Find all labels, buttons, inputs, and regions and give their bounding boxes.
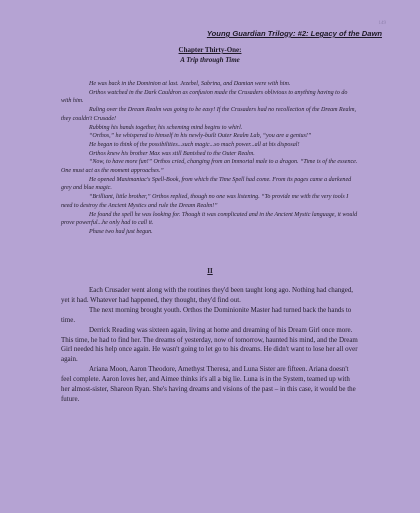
body-text (61, 286, 359, 405)
prologue-paragraph: He was back in the Dominion at last. Jezebel, Sabrina, and Damian were with him. (89, 81, 291, 87)
body-paragraph: Ariana Moon, Aaron Theodore, Amethyst Theresa, and Luna Sister are fifteen. Ariana doesn't feel complete. Aaron loves her, and Aimee thinks it's all a big lie. Luna is in the System, teamed up with her almost-sister, Shareon Ryan. She's having dreams and visions of the past – in this case, it would be the future. (61, 365, 356, 403)
section-heading: II (207, 267, 213, 275)
body-paragraph: Each Crusader went along with the routines they'd been taught long ago. Nothing had changed, yet it had. Whatever had happened, they thought, they'd find out. (61, 286, 354, 304)
running-head: Young Guardian Trilogy: #2: Legacy of the Dawn (206, 29, 382, 38)
body-paragraph: Derrick Reading was sixteen again, living at home and dreaming of his Dream Girl once more. This time, he had to find her. The dreams of yesterday, now of tomorrow, haunted his mind, and the Dream Girl needed his help once again. He wasn't going to let go to his dreams. He didn't want to lose her all over again. (61, 325, 358, 364)
prologue-paragraph: He opened Maximaniac's Spell-Book, from which the Time Spell had come. From its pages came a darkened grey and blue magic. (61, 176, 352, 192)
body-paragraph: The next morning brought youth. Orthos the Dominionite Master had turned back the hands to time. (61, 305, 352, 324)
chapter-title: Chapter Thirty-One: (178, 46, 242, 54)
prologue-paragraph: He found the spell he was looking for. Though it was complicated and in the Ancient Mystic language, it would prove powerful...he only had to call it. (61, 211, 358, 227)
page-number: 149 (378, 21, 386, 26)
prologue-paragraph: He began to think of the possibilities...such magic...so much power...all at his disposal! (89, 141, 300, 148)
italic-prologue (61, 80, 359, 237)
prologue-paragraph: Orthos watched in the Dark Cauldron as confusion made the Crusaders oblivious to anything having to do with him. (61, 89, 348, 105)
prologue-paragraph: “Now, to have more fun!” Orthos cried, changing from an Immortal male to a dragon. “Time is of the essence. One must act as the moment approaches.” (61, 159, 358, 175)
chapter-subtitle: A Trip through Time (180, 56, 240, 64)
prologue-paragraph: Phase two had just begun. (89, 228, 153, 235)
prologue-paragraph: Orthos knew his brother Max was still Banished to the Outer Realm. (89, 150, 255, 157)
prologue-paragraph: “Orthos,” he whispered to himself in his newly-built Outer Realm Lab, “you are a genius!” (89, 133, 312, 140)
prologue-paragraph: Ruling over the Dream Realm was going to be easy! If the Crusaders had no recollection of the Dream Realm, they couldn't Crusade! (61, 107, 357, 122)
prologue-paragraph: Rubbing his hands together, his scheming mind begins to whirl. (89, 124, 243, 131)
prologue-paragraph: “Brilliant, little brother,” Orthos replied, though no one was listening. “To provide me with the very tools I need to destroy the Ancient Mystics and rule the Dream Realm!” (61, 194, 349, 209)
